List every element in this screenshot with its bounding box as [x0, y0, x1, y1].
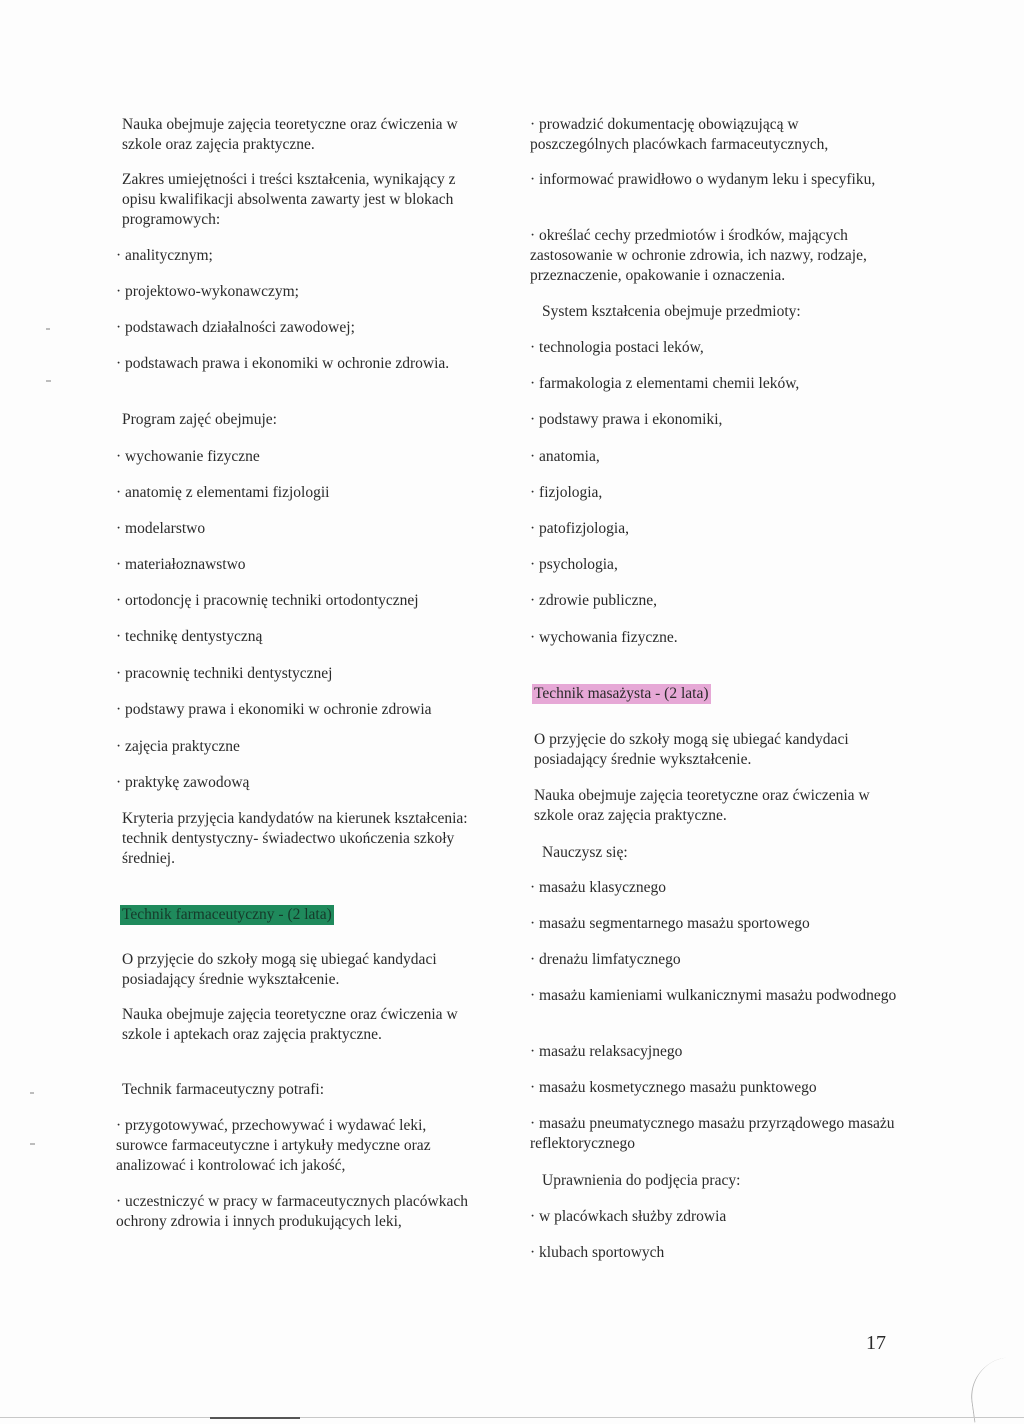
list-item: · podstawy prawa i ekonomiki w ochronie zdrowia [116, 701, 432, 718]
paragraph: Technik farmaceutyczny potrafi: [122, 1081, 325, 1098]
highlighted-heading: Technik masażysta - (2 lata) [534, 685, 709, 702]
page-edge-line [0, 1417, 1024, 1418]
list-item: · masażu segmentarnego masażu sportowego [530, 915, 810, 932]
list-item: · masażu relaksacyjnego [530, 1043, 683, 1060]
list-item: · projektowo-wykonawczym; [116, 283, 299, 300]
paragraph: System kształcenia obejmuje przedmioty: [542, 303, 801, 320]
list-item: · patofizjologia, [530, 520, 629, 537]
list-item: · fizjologia, [530, 484, 603, 501]
paragraph: Nauka obejmuje zajęcia teoretyczne oraz ćwiczenia w szkole i aptekach oraz zajęcia praktyczne. [122, 1006, 458, 1043]
section-heading [532, 684, 711, 704]
list-item: · w placówkach służby zdrowia [530, 1208, 727, 1225]
paragraph: Program zajęć obejmuje: [122, 411, 277, 428]
list-item: · podstawach prawa i ekonomiki w ochronie zdrowia. [116, 355, 450, 372]
scan-artifact [30, 1092, 34, 1094]
list-item: · praktykę zawodową [116, 774, 250, 791]
paragraph: Nauczysz się: [542, 844, 628, 861]
paragraph: Nauka obejmuje zajęcia teoretyczne oraz ćwiczenia w szkole oraz zajęcia praktyczne. [122, 116, 458, 153]
list-item: · podstawy prawa i ekonomiki, [530, 411, 723, 428]
list-item: · anatomia, [530, 448, 600, 465]
list-item: · modelarstwo [116, 520, 206, 537]
paragraph: Zakres umiejętności i treści kształcenia, wynikający z opisu kwalifikacji absolwenta zawarty jest w blokach programowych: [122, 171, 456, 228]
paragraph: O przyjęcie do szkoły mogą się ubiegać kandydaci posiadający średnie wykształcenie. [534, 731, 849, 768]
list-item: · masażu kamieniami wulkanicznymi masażu podwodnego [530, 987, 897, 1004]
list-item: · klubach sportowych [530, 1244, 665, 1261]
list-item: · pracownię techniki dentystycznej [116, 665, 333, 682]
list-item: · masażu pneumatycznego masażu przyrządowego masażu reflektorycznego [530, 1115, 895, 1152]
list-item: · masażu klasycznego [530, 879, 666, 896]
scan-artifact [46, 380, 51, 382]
list-item: · ortodoncję i pracownię techniki ortodontycznej [116, 592, 419, 609]
list-item: · wychowanie fizyczne [116, 448, 260, 465]
list-item: · prowadzić dokumentację obowiązującą w poszczególnych placówkach farmaceutycznych, [530, 116, 829, 153]
paragraph: Uprawnienia do podjęcia pracy: [542, 1172, 741, 1189]
list-item: · określać cechy przedmiotów i środków, mających zastosowanie w ochronie zdrowia, ich nazwy, rodzaje, przeznaczenie, opakowanie i oznaczenia. [530, 227, 867, 284]
list-item: · zajęcia praktyczne [116, 738, 240, 755]
list-item: · informować prawidłowo o wydanym leku i specyfiku, [530, 171, 876, 188]
list-item: · przygotowywać, przechowywać i wydawać leki, surowce farmaceutyczne i artykuły medyczne oraz analizować i kontrolować ich jakość, [116, 1117, 431, 1174]
list-item: · psychologia, [530, 556, 618, 573]
scan-artifact [46, 328, 50, 330]
list-item: · farmakologia z elementami chemii leków, [530, 375, 800, 392]
highlighted-heading: Technik farmaceutyczny - (2 lata) [122, 906, 332, 923]
list-item: · technologia postaci leków, [530, 339, 704, 356]
paragraph: Kryteria przyjęcia kandydatów na kierunek kształcenia: technik dentystyczny- świadectwo ukończenia szkoły średniej. [122, 810, 468, 867]
list-item: · wychowania fizyczne. [530, 629, 678, 646]
list-item: · anatomię z elementami fizjologii [116, 484, 330, 501]
list-item: · analitycznym; [116, 247, 213, 264]
list-item: · technikę dentystyczną [116, 628, 263, 645]
list-item: · masażu kosmetycznego masażu punktowego [530, 1079, 817, 1096]
page-number: 17 [866, 1332, 886, 1354]
paragraph: O przyjęcie do szkoły mogą się ubiegać kandydaci posiadający średnie wykształcenie. [122, 951, 437, 988]
paragraph: Nauka obejmuje zajęcia teoretyczne oraz ćwiczenia w szkole oraz zajęcia praktyczne. [534, 787, 870, 824]
list-item: · podstawach działalności zawodowej; [116, 319, 355, 336]
list-item: · zdrowie publiczne, [530, 592, 657, 609]
list-item: · drenażu limfatycznego [530, 951, 681, 968]
page-edge-mark [210, 1417, 300, 1419]
scan-artifact [30, 1143, 35, 1145]
list-item: · uczestniczyć w pracy w farmaceutycznych placówkach ochrony zdrowia i innych produkujących leki, [116, 1193, 469, 1230]
list-item: · materiałoznawstwo [116, 556, 246, 573]
